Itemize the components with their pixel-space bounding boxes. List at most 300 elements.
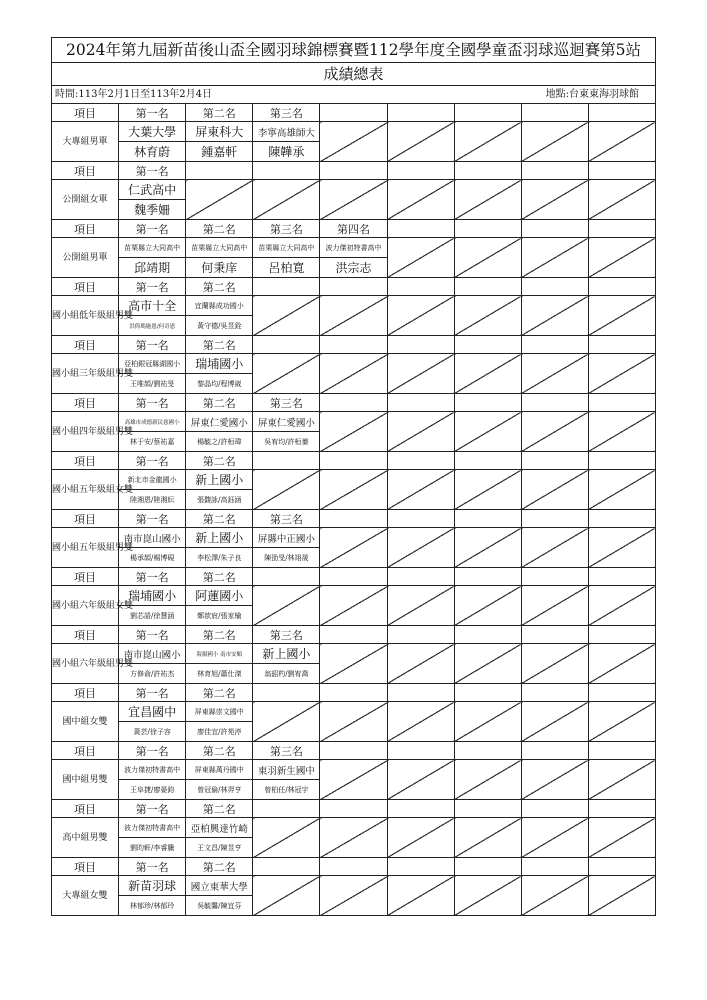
empty-slash-cell — [387, 586, 454, 626]
empty-slash-cell — [387, 412, 454, 452]
empty-cell — [588, 742, 655, 760]
rank-label: 第三名 — [253, 220, 320, 238]
empty-slash-cell — [521, 470, 588, 510]
empty-slash-cell — [521, 876, 588, 916]
empty-slash-cell — [186, 180, 253, 220]
empty-cell — [454, 800, 521, 818]
empty-slash-cell — [320, 644, 387, 684]
empty-cell — [253, 684, 320, 702]
empty-cell — [521, 220, 588, 238]
empty-slash-cell — [253, 470, 320, 510]
empty-slash-cell — [454, 644, 521, 684]
empty-slash-cell — [521, 702, 588, 742]
empty-cell — [588, 220, 655, 238]
empty-slash-cell — [387, 760, 454, 800]
player-names: 方修俞/許祐杰 — [119, 664, 186, 684]
rank-label: 第一名 — [119, 394, 186, 412]
empty-cell — [387, 800, 454, 818]
info-row — [51, 85, 656, 103]
player-names: 鍾嘉軒 — [186, 142, 253, 162]
empty-slash-cell — [588, 470, 655, 510]
player-names: 何秉庠 — [186, 258, 253, 278]
empty-cell — [521, 452, 588, 470]
rank-label: 第三名 — [253, 104, 320, 122]
school-name: 瑞埔國小 — [186, 354, 253, 374]
player-names: 劉芯語/徐慧涵 — [119, 606, 186, 626]
school-name: 大葉大學 — [119, 122, 186, 142]
event-header-row — [52, 278, 656, 296]
results-table — [51, 103, 656, 916]
empty-slash-cell — [387, 876, 454, 916]
empty-slash-cell — [588, 876, 655, 916]
empty-cell — [387, 336, 454, 354]
empty-slash-cell — [387, 470, 454, 510]
rank-label: 第一名 — [119, 220, 186, 238]
empty-cell — [387, 510, 454, 528]
school-name: 波力傑初特書高中 — [320, 238, 387, 258]
empty-cell — [387, 162, 454, 180]
empty-slash-cell — [387, 296, 454, 336]
results-sheet — [51, 37, 656, 916]
empty-cell — [521, 394, 588, 412]
rank-label: 第一名 — [119, 568, 186, 586]
empty-cell — [521, 278, 588, 296]
school-name: 苗栗縣立大同高中 — [119, 238, 186, 258]
venue: 地點:台東東海羽球館 — [545, 89, 639, 100]
rank-label: 第一名 — [119, 278, 186, 296]
rank-label: 第一名 — [119, 742, 186, 760]
player-names: 黎晶均/程博崴 — [186, 374, 253, 394]
empty-cell — [320, 336, 387, 354]
empty-slash-cell — [454, 470, 521, 510]
player-names: 洪宗志 — [320, 258, 387, 278]
school-name: 李寧高雄師大 — [253, 122, 320, 142]
rank-label: 第一名 — [119, 336, 186, 354]
player-names: 邱靖期 — [119, 258, 186, 278]
empty-cell — [320, 742, 387, 760]
rank-label: 第二名 — [186, 800, 253, 818]
school-name: 海揚國小 南市安順 — [186, 644, 253, 664]
player-names: 黃芸/徐子容 — [119, 722, 186, 742]
document-subtitle: 成績總表 — [51, 62, 656, 85]
rank-label: 第一名 — [119, 858, 186, 876]
empty-slash-cell — [253, 354, 320, 394]
empty-cell — [253, 452, 320, 470]
school-row — [52, 122, 656, 142]
school-name: 屏東仁愛國小 — [186, 412, 253, 432]
item-label: 項目 — [52, 452, 119, 470]
school-row — [52, 702, 656, 722]
empty-slash-cell — [320, 702, 387, 742]
empty-cell — [320, 162, 387, 180]
empty-slash-cell — [521, 412, 588, 452]
player-names: 李松澤/朱子良 — [186, 548, 253, 568]
empty-slash-cell — [454, 180, 521, 220]
school-name: 苗栗縣立大同高中 — [186, 238, 253, 258]
player-names: 林育蔚 — [119, 142, 186, 162]
empty-cell — [588, 278, 655, 296]
empty-cell — [454, 336, 521, 354]
empty-slash-cell — [521, 180, 588, 220]
school-row — [52, 238, 656, 258]
rank-label: 第三名 — [253, 626, 320, 644]
event-header-row — [52, 858, 656, 876]
event-name: 大專組男單 — [52, 122, 119, 162]
rank-label: 第一名 — [119, 452, 186, 470]
empty-slash-cell — [253, 702, 320, 742]
player-names: 魏季姍 — [119, 200, 186, 220]
empty-slash-cell — [387, 122, 454, 162]
player-names: 林郁珍/林郁玲 — [119, 896, 186, 916]
empty-cell — [320, 568, 387, 586]
rank-label: 第三名 — [253, 510, 320, 528]
school-name: 南市崑山國小 — [119, 644, 186, 664]
event-name: 大專組女雙 — [52, 876, 119, 916]
empty-slash-cell — [588, 760, 655, 800]
empty-cell — [253, 278, 320, 296]
empty-slash-cell — [521, 818, 588, 858]
empty-cell — [454, 452, 521, 470]
player-names: 王阜捷/廖晏鈞 — [119, 780, 186, 800]
empty-slash-cell — [387, 528, 454, 568]
rank-label: 第二名 — [186, 858, 253, 876]
empty-slash-cell — [521, 354, 588, 394]
rank-label: 第二名 — [186, 104, 253, 122]
school-name: 亞柏銀冠縣湖國小 — [119, 354, 186, 374]
empty-slash-cell — [320, 296, 387, 336]
school-row — [52, 818, 656, 838]
rank-label: 第三名 — [253, 742, 320, 760]
item-label: 項目 — [52, 162, 119, 180]
empty-slash-cell — [454, 122, 521, 162]
school-name: 屏東縣崇文國中 — [186, 702, 253, 722]
item-label: 項目 — [52, 858, 119, 876]
rank-label: 第二名 — [186, 684, 253, 702]
empty-cell — [454, 220, 521, 238]
item-label: 項目 — [52, 626, 119, 644]
player-names: 王唯頡/劉祐旻 — [119, 374, 186, 394]
empty-cell — [521, 510, 588, 528]
empty-slash-cell — [588, 818, 655, 858]
player-names: 劉昀軒/李睿騰 — [119, 838, 186, 858]
rank-label: 第二名 — [186, 510, 253, 528]
empty-slash-cell — [588, 296, 655, 336]
player-names: 呂柏寬 — [253, 258, 320, 278]
school-name: 屏東仁愛國小 — [253, 412, 320, 432]
item-label: 項目 — [52, 394, 119, 412]
empty-slash-cell — [521, 586, 588, 626]
empty-cell — [521, 626, 588, 644]
player-names: 吳宥均/許桓蓁 — [253, 432, 320, 452]
player-names: 曾冠倫/林羿亨 — [186, 780, 253, 800]
event-header-row — [52, 626, 656, 644]
empty-cell — [521, 336, 588, 354]
event-header-row — [52, 510, 656, 528]
empty-cell — [387, 626, 454, 644]
school-row — [52, 644, 656, 664]
rank-label: 第二名 — [186, 568, 253, 586]
school-name: 波力傑初特書高中 — [119, 760, 186, 780]
item-label: 項目 — [52, 800, 119, 818]
player-names: 吳毓馨/陳宜芬 — [186, 896, 253, 916]
event-header-row — [52, 220, 656, 238]
document-title: 2024年第九屆新苗後山盃全國羽球錦標賽暨112學年度全國學童盃羽球巡迴賽第5站 — [51, 37, 656, 62]
player-names: 鄭歆宸/張家榆 — [186, 606, 253, 626]
empty-cell — [454, 104, 521, 122]
event-name: 公開組男單 — [52, 238, 119, 278]
empty-slash-cell — [387, 702, 454, 742]
rank-label: 第一名 — [119, 684, 186, 702]
empty-slash-cell — [387, 354, 454, 394]
event-header-row — [52, 452, 656, 470]
event-name: 公開組女單 — [52, 180, 119, 220]
empty-cell — [588, 684, 655, 702]
empty-cell — [387, 684, 454, 702]
empty-cell — [387, 742, 454, 760]
rank-label: 第二名 — [186, 394, 253, 412]
empty-cell — [186, 162, 253, 180]
empty-cell — [387, 278, 454, 296]
rank-label: 第二名 — [186, 742, 253, 760]
date-range: 時間:113年2月1日至113年2月4日 — [55, 89, 212, 100]
empty-cell — [320, 858, 387, 876]
rank-label: 第二名 — [186, 626, 253, 644]
player-names: 曾柏任/林冠宇 — [253, 780, 320, 800]
empty-slash-cell — [320, 818, 387, 858]
empty-slash-cell — [454, 586, 521, 626]
empty-cell — [454, 626, 521, 644]
school-name: 阿蓮國小 — [186, 586, 253, 606]
empty-slash-cell — [387, 238, 454, 278]
school-row — [52, 412, 656, 432]
school-row — [52, 180, 656, 200]
empty-slash-cell — [253, 180, 320, 220]
empty-cell — [253, 800, 320, 818]
empty-slash-cell — [320, 528, 387, 568]
empty-cell — [454, 394, 521, 412]
player-names: 張馥詠/高鈺涵 — [186, 490, 253, 510]
event-header-row — [52, 800, 656, 818]
empty-cell — [253, 568, 320, 586]
empty-cell — [320, 684, 387, 702]
empty-slash-cell — [588, 122, 655, 162]
school-name: 仁武高中 — [119, 180, 186, 200]
rank-label: 第一名 — [119, 104, 186, 122]
rank-label: 第二名 — [186, 278, 253, 296]
school-name: 屏東縣萬丹國中 — [186, 760, 253, 780]
empty-slash-cell — [253, 818, 320, 858]
event-header-row — [52, 162, 656, 180]
empty-slash-cell — [320, 470, 387, 510]
school-name: 屏縣中正國小 — [253, 528, 320, 548]
item-label: 項目 — [52, 104, 119, 122]
player-names: 陸湘恩/陸湘紜 — [119, 490, 186, 510]
empty-cell — [588, 626, 655, 644]
empty-slash-cell — [454, 354, 521, 394]
empty-slash-cell — [253, 296, 320, 336]
empty-slash-cell — [320, 354, 387, 394]
school-name: 新上國小 — [186, 528, 253, 548]
empty-cell — [253, 336, 320, 354]
empty-cell — [454, 858, 521, 876]
empty-slash-cell — [320, 586, 387, 626]
player-names: 林于安/蔡祐嘉 — [119, 432, 186, 452]
empty-slash-cell — [588, 412, 655, 452]
empty-slash-cell — [521, 644, 588, 684]
item-label: 項目 — [52, 336, 119, 354]
empty-slash-cell — [588, 354, 655, 394]
player-names: 黃守德/吳昱銓 — [186, 316, 253, 336]
empty-cell — [588, 800, 655, 818]
empty-cell — [320, 510, 387, 528]
empty-slash-cell — [588, 702, 655, 742]
empty-slash-cell — [454, 296, 521, 336]
school-name: 宜蘭縣成功國小 — [186, 296, 253, 316]
event-header-row — [52, 684, 656, 702]
empty-cell — [387, 452, 454, 470]
empty-cell — [387, 568, 454, 586]
empty-slash-cell — [454, 412, 521, 452]
rank-label: 第二名 — [186, 220, 253, 238]
item-label: 項目 — [52, 684, 119, 702]
empty-cell — [521, 742, 588, 760]
empty-cell — [253, 858, 320, 876]
empty-cell — [253, 162, 320, 180]
empty-slash-cell — [588, 238, 655, 278]
player-names: 楊毓之/許桓瑋 — [186, 432, 253, 452]
empty-slash-cell — [320, 760, 387, 800]
school-name: 新苗羽球 — [119, 876, 186, 896]
school-row — [52, 470, 656, 490]
school-row — [52, 876, 656, 896]
empty-slash-cell — [253, 876, 320, 916]
empty-slash-cell — [454, 818, 521, 858]
event-header-row — [52, 336, 656, 354]
school-name: 高雄市成德新民慈國小 — [119, 412, 186, 432]
school-name: 波力傑初特書高中 — [119, 818, 186, 838]
player-names: 洪倚瑪施恩/何奇恩 — [119, 316, 186, 336]
empty-cell — [588, 394, 655, 412]
school-name: 東羽新生國中 — [253, 760, 320, 780]
empty-cell — [320, 394, 387, 412]
school-row — [52, 528, 656, 548]
school-name: 國立東華大學 — [186, 876, 253, 896]
empty-slash-cell — [521, 238, 588, 278]
empty-slash-cell — [588, 180, 655, 220]
empty-cell — [320, 452, 387, 470]
school-name: 高市十全 — [119, 296, 186, 316]
empty-slash-cell — [387, 644, 454, 684]
school-row — [52, 760, 656, 780]
empty-cell — [588, 336, 655, 354]
empty-cell — [387, 104, 454, 122]
empty-cell — [454, 742, 521, 760]
empty-slash-cell — [454, 876, 521, 916]
empty-slash-cell — [521, 528, 588, 568]
empty-cell — [521, 104, 588, 122]
empty-cell — [320, 626, 387, 644]
rank-label: 第一名 — [119, 800, 186, 818]
empty-cell — [387, 394, 454, 412]
event-name: 國中組女雙 — [52, 702, 119, 742]
player-names: 陳劭旻/林翊晟 — [253, 548, 320, 568]
empty-cell — [387, 220, 454, 238]
player-names: 陳韡承 — [253, 142, 320, 162]
empty-slash-cell — [320, 122, 387, 162]
empty-cell — [521, 162, 588, 180]
empty-slash-cell — [454, 760, 521, 800]
event-header-row — [52, 742, 656, 760]
rank-label: 第三名 — [253, 394, 320, 412]
player-names: 楊承頡/楊博硯 — [119, 548, 186, 568]
empty-slash-cell — [320, 412, 387, 452]
school-name: 宜昌國中 — [119, 702, 186, 722]
rank-label: 第一名 — [119, 510, 186, 528]
empty-cell — [387, 858, 454, 876]
empty-cell — [454, 684, 521, 702]
empty-cell — [454, 278, 521, 296]
event-name: 國中組男雙 — [52, 760, 119, 800]
empty-cell — [521, 684, 588, 702]
event-name: 高中組男雙 — [52, 818, 119, 858]
empty-cell — [588, 104, 655, 122]
empty-cell — [454, 568, 521, 586]
event-name: 國小組四年級組男雙 — [52, 412, 119, 452]
empty-cell — [521, 568, 588, 586]
event-header-row — [52, 394, 656, 412]
empty-slash-cell — [521, 122, 588, 162]
school-name: 新上國小 — [253, 644, 320, 664]
school-name: 屏東科大 — [186, 122, 253, 142]
empty-cell — [454, 510, 521, 528]
player-names: 廖佳宜/許苑渟 — [186, 722, 253, 742]
empty-slash-cell — [454, 528, 521, 568]
school-name: 新北市金龍國小 — [119, 470, 186, 490]
empty-slash-cell — [521, 760, 588, 800]
rank-label: 第一名 — [119, 162, 186, 180]
event-header-row — [52, 568, 656, 586]
school-row — [52, 354, 656, 374]
rank-label: 第二名 — [186, 452, 253, 470]
event-header-row — [52, 104, 656, 122]
empty-slash-cell — [454, 702, 521, 742]
event-name: 國小組六年級組男雙 — [52, 644, 119, 684]
empty-cell — [588, 510, 655, 528]
event-name: 國小組六年級組女雙 — [52, 586, 119, 626]
empty-cell — [320, 104, 387, 122]
item-label: 項目 — [52, 278, 119, 296]
event-name: 國小組三年級組男雙 — [52, 354, 119, 394]
player-names: 王文昌/陳昱亨 — [186, 838, 253, 858]
player-names: 翁韶杓/劉宥喬 — [253, 664, 320, 684]
school-row — [52, 296, 656, 316]
empty-slash-cell — [521, 296, 588, 336]
school-name: 瑞埔國小 — [119, 586, 186, 606]
rank-label: 第四名 — [320, 220, 387, 238]
school-name: 新上國小 — [186, 470, 253, 490]
empty-cell — [588, 162, 655, 180]
empty-cell — [521, 858, 588, 876]
empty-slash-cell — [387, 180, 454, 220]
empty-cell — [588, 568, 655, 586]
player-names: 林育旭/蕭仕滐 — [186, 664, 253, 684]
item-label: 項目 — [52, 220, 119, 238]
school-name: 苗栗縣立大同高中 — [253, 238, 320, 258]
empty-cell — [588, 858, 655, 876]
empty-slash-cell — [320, 180, 387, 220]
empty-slash-cell — [320, 876, 387, 916]
empty-slash-cell — [454, 238, 521, 278]
